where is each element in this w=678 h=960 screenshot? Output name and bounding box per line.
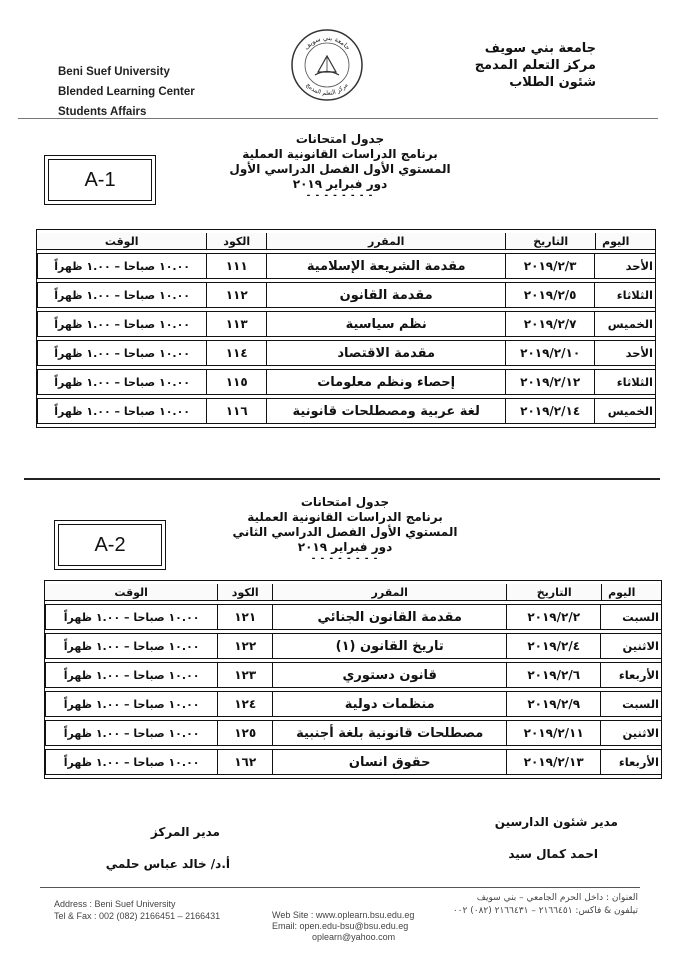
- table-row: [37, 253, 655, 279]
- cell-date: ٢٠١٩/٢/٣: [505, 253, 595, 279]
- cell-course: لغة عربية ومصطلحات قانونية: [266, 398, 505, 424]
- cell-code: ١٦٢: [217, 749, 272, 775]
- signature-name: احمد كمال سيد: [508, 847, 598, 861]
- table-header-row: [37, 233, 655, 250]
- cell-course: مقدمة القانون: [266, 282, 505, 308]
- cell-course: تاريخ القانون (١): [272, 633, 506, 659]
- cell-date: ٢٠١٩/٢/٤: [506, 633, 601, 659]
- department-ar: شئون الطلاب: [509, 75, 596, 90]
- table-row: [37, 340, 655, 366]
- footer-english: [54, 898, 220, 922]
- logo-bottom-text: مركز التعلم المدمج: [304, 81, 350, 98]
- title-line: جدول امتحانات: [300, 495, 390, 509]
- cell-code: ١١٣: [206, 311, 266, 337]
- cell-day: الاثنين: [601, 720, 661, 746]
- university-name-en: Beni Suef University: [58, 66, 170, 78]
- cell-date: ٢٠١٩/٢/١١: [506, 720, 601, 746]
- table-row: [45, 749, 661, 775]
- cell-day: الخميس: [595, 398, 655, 424]
- schedule-code-box-a1: [44, 155, 156, 205]
- signature-center-director: [90, 825, 230, 871]
- cell-code: ١٢٤: [217, 691, 272, 717]
- cell-date: ٢٠١٩/٢/١٠: [505, 340, 595, 366]
- cell-course: مصطلحات قانونية بلغة أجنبية: [272, 720, 506, 746]
- cell-code: ١١٢: [206, 282, 266, 308]
- column-header-time: الوقت: [45, 584, 217, 601]
- table-row: [45, 633, 661, 659]
- signature-title: مدير شئون الدارسين: [494, 815, 618, 829]
- column-header-date: التاريخ: [505, 233, 595, 250]
- cell-time: ١٠.٠٠ صباحا – ١.٠٠ ظهراً: [45, 633, 217, 659]
- column-header-course: المقرر: [272, 584, 506, 601]
- cell-date: ٢٠١٩/٢/١٣: [506, 749, 601, 775]
- cell-time: ١٠.٠٠ صباحا – ١.٠٠ ظهراً: [37, 253, 206, 279]
- footer-telfax-ar: تيلفون & فاكس: ٢١٦٦٤٥١ – ٢١٦٦٤٣١ (٠٨٢) ٠٠٢: [452, 906, 638, 916]
- footer-arabic: [398, 892, 638, 918]
- cell-date: ٢٠١٩/٢/٦: [506, 662, 601, 688]
- cell-course: مقدمة الاقتصاد: [266, 340, 505, 366]
- cell-time: ١٠.٠٠ صباحا – ١.٠٠ ظهراً: [45, 749, 217, 775]
- cell-date: ٢٠١٩/٢/١٤: [505, 398, 595, 424]
- cell-code: ١١٦: [206, 398, 266, 424]
- title-underline: - - - - - - - -: [311, 554, 379, 564]
- title-line: المستوي الأول الفصل الدراسي الثاني: [232, 525, 458, 539]
- title-line: جدول امتحانات: [295, 132, 385, 146]
- column-header-course: المقرر: [266, 233, 505, 250]
- cell-code: ١٢٢: [217, 633, 272, 659]
- table-row: [45, 604, 661, 630]
- cell-day: الاثنين: [601, 633, 661, 659]
- title-line: دور فبراير ٢٠١٩: [297, 540, 393, 554]
- column-header-code: الكود: [217, 584, 272, 601]
- schedule-table-a2: [44, 580, 662, 779]
- cell-course: مقدمة القانون الجنائي: [272, 604, 506, 630]
- cell-code: ١١٥: [206, 369, 266, 395]
- cell-time: ١٠.٠٠ صباحا – ١.٠٠ ظهراً: [37, 282, 206, 308]
- table-header-row: [45, 584, 661, 601]
- cell-date: ٢٠١٩/٢/٢: [506, 604, 601, 630]
- cell-day: الأربعاء: [601, 662, 661, 688]
- cell-code: ١٢٥: [217, 720, 272, 746]
- signature-student-affairs: [438, 815, 618, 861]
- title-line: برنامج الدراسات القانونية العملية: [242, 147, 438, 161]
- cell-time: ١٠.٠٠ صباحا – ١.٠٠ ظهراً: [45, 662, 217, 688]
- cell-time: ١٠.٠٠ صباحا – ١.٠٠ ظهراً: [37, 398, 206, 424]
- center-name-en: Blended Learning Center: [58, 86, 195, 98]
- column-header-date: التاريخ: [506, 584, 601, 601]
- cell-time: ١٠.٠٠ صباحا – ١.٠٠ ظهراً: [37, 340, 206, 366]
- column-header-code: الكود: [206, 233, 266, 250]
- title-line: دور فبراير ٢٠١٩: [292, 177, 388, 191]
- schedule-code-box-a2: [54, 520, 166, 570]
- title-line: برنامج الدراسات القانونية العملية: [247, 510, 443, 524]
- table-row: [37, 311, 655, 337]
- logo-top-text: جامعة بني سويف: [302, 33, 352, 52]
- cell-date: ٢٠١٩/٢/١٢: [505, 369, 595, 395]
- schedule-titles-a2: [185, 495, 505, 563]
- cell-time: ١٠.٠٠ صباحا – ١.٠٠ ظهراً: [37, 369, 206, 395]
- footer-address-ar: العنوان : داخل الحرم الجامعي – بني سويف: [476, 893, 638, 903]
- cell-day: السبت: [601, 691, 661, 717]
- schedule-code-a1: A-1: [84, 168, 116, 191]
- cell-day: الأربعاء: [601, 749, 661, 775]
- footer-website: Web Site : www.oplearn.bsu.edu.eg: [272, 910, 415, 920]
- cell-code: ١١١: [206, 253, 266, 279]
- cell-course: نظم سياسية: [266, 311, 505, 337]
- cell-day: الثلاثاء: [595, 282, 655, 308]
- footer-divider: [40, 887, 640, 888]
- cell-course: قانون دستوري: [272, 662, 506, 688]
- department-en: Students Affairs: [58, 106, 147, 118]
- cell-course: منظمات دولية: [272, 691, 506, 717]
- cell-code: ١١٤: [206, 340, 266, 366]
- column-header-time: الوقت: [37, 233, 206, 250]
- schedule-titles-a1: [180, 132, 500, 200]
- cell-course: حقوق انسان: [272, 749, 506, 775]
- university-logo: [290, 28, 364, 102]
- title-underline: - - - - - - - -: [306, 191, 374, 201]
- cell-day: السبت: [601, 604, 661, 630]
- header-english: [58, 62, 195, 122]
- center-name-ar: مركز التعلم المدمج: [474, 58, 596, 73]
- cell-date: ٢٠١٩/٢/٥: [505, 282, 595, 308]
- title-line: المستوي الأول الفصل الدراسي الأول: [229, 162, 451, 176]
- cell-day: الخميس: [595, 311, 655, 337]
- cell-time: ١٠.٠٠ صباحا – ١.٠٠ ظهراً: [45, 720, 217, 746]
- table-row: [45, 720, 661, 746]
- footer-email-2: oplearn@yahoo.com: [312, 932, 396, 942]
- cell-date: ٢٠١٩/٢/٩: [506, 691, 601, 717]
- signature-name: أ.د/ خالد عباس حلمي: [105, 857, 230, 871]
- cell-code: ١٢١: [217, 604, 272, 630]
- table-row: [45, 662, 661, 688]
- cell-code: ١٢٣: [217, 662, 272, 688]
- footer-address-en: Address : Beni Suef University: [54, 899, 176, 909]
- schedule-table-a1: [36, 229, 656, 428]
- column-header-day: اليوم: [595, 233, 655, 250]
- schedule-code-a2: A-2: [94, 533, 126, 556]
- header-arabic: [475, 40, 596, 91]
- header-divider: [18, 118, 658, 119]
- footer-contacts: [272, 910, 414, 943]
- signature-title: مدير المركز: [150, 825, 220, 839]
- column-header-day: اليوم: [601, 584, 661, 601]
- cell-day: الأحد: [595, 253, 655, 279]
- cell-time: ١٠.٠٠ صباحا – ١.٠٠ ظهراً: [37, 311, 206, 337]
- cell-course: إحصاء ونظم معلومات: [266, 369, 505, 395]
- table-row: [37, 369, 655, 395]
- footer-email-1: Email: open.edu-bsu@bsu.edu.eg: [272, 921, 409, 931]
- cell-course: مقدمة الشريعة الإسلامية: [266, 253, 505, 279]
- cell-date: ٢٠١٩/٢/٧: [505, 311, 595, 337]
- cell-day: الثلاثاء: [595, 369, 655, 395]
- footer-telfax-en: Tel & Fax : 002 (082) 2166451 – 2166431: [54, 911, 221, 921]
- cell-day: الأحد: [595, 340, 655, 366]
- table-row: [37, 398, 655, 424]
- table-row: [37, 282, 655, 308]
- cell-time: ١٠.٠٠ صباحا – ١.٠٠ ظهراً: [45, 691, 217, 717]
- table-row: [45, 691, 661, 717]
- section-divider: [24, 478, 660, 480]
- cell-time: ١٠.٠٠ صباحا – ١.٠٠ ظهراً: [45, 604, 217, 630]
- university-name-ar: جامعة بني سويف: [484, 41, 596, 56]
